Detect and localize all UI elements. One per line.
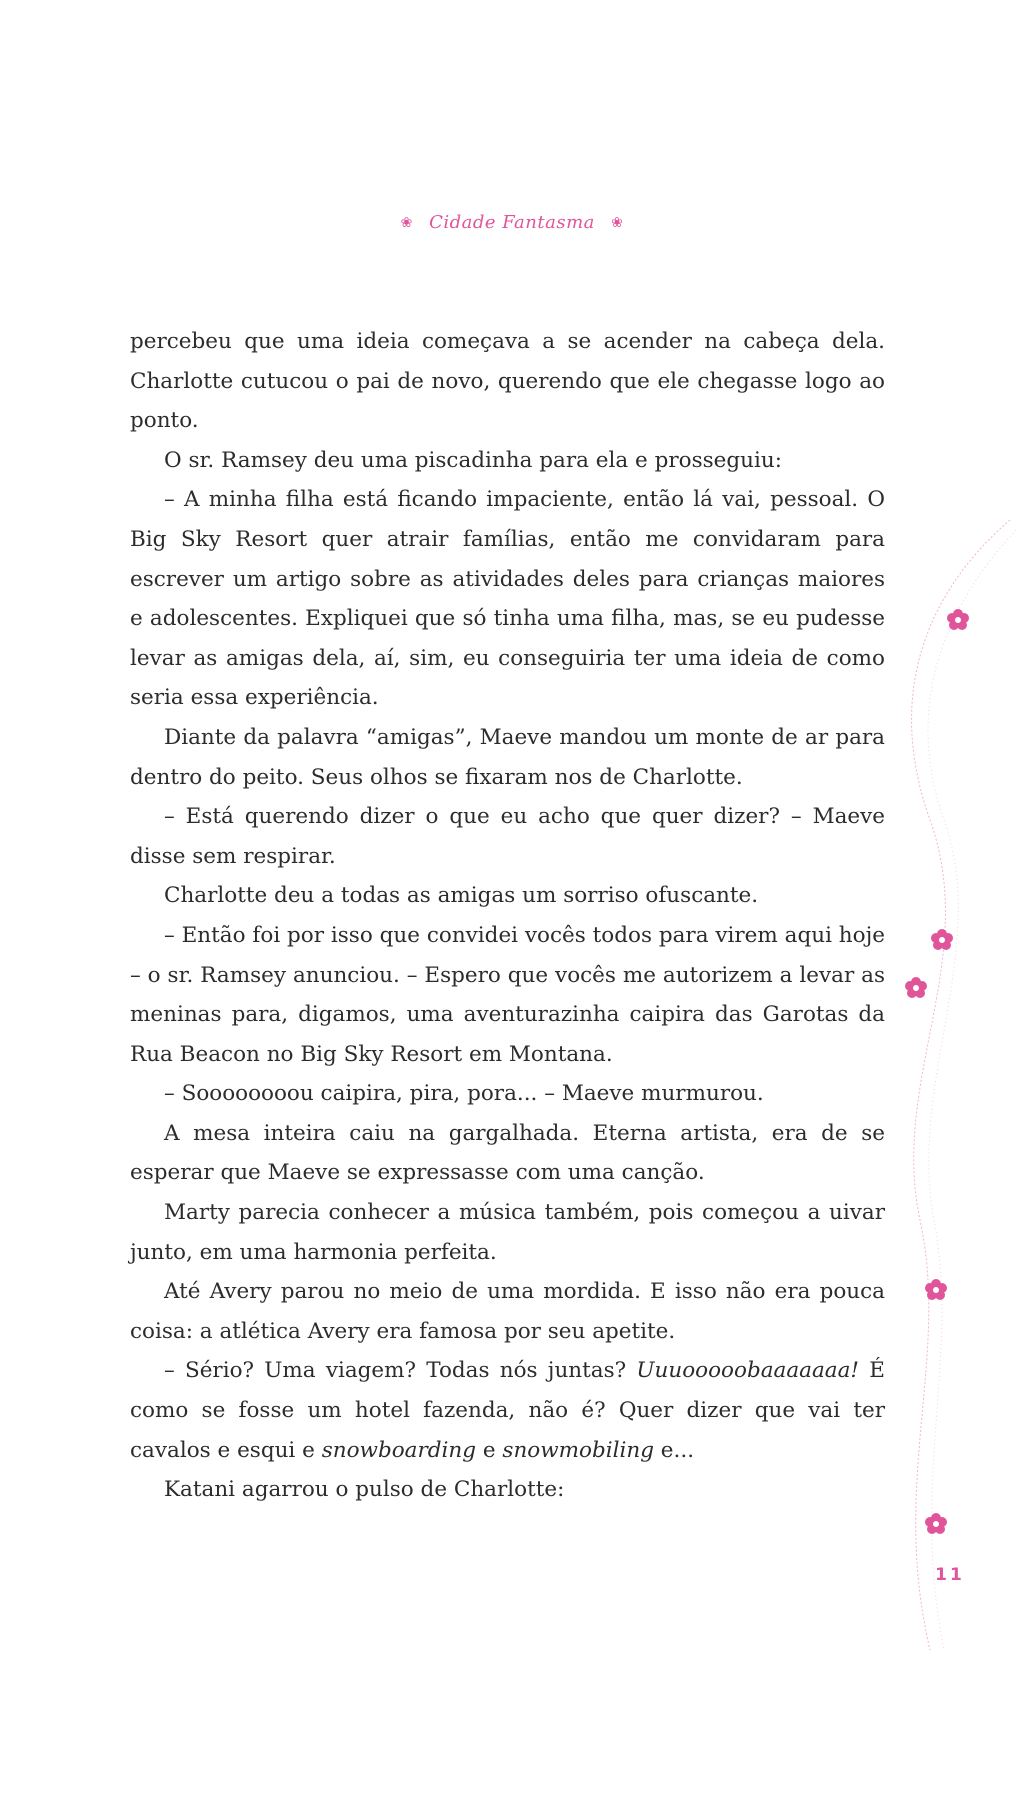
paragraph-text: e (476, 1437, 503, 1463)
paragraph (130, 876, 885, 916)
paragraph (130, 1074, 885, 1114)
paragraph-text: É como se fosse um hotel fazenda, não é? Quer dizer que vai ter cavalos e esqui e (130, 1358, 885, 1463)
paragraph-text: Katani agarrou o pulso de Charlotte: (164, 1477, 565, 1503)
italic-text: Uuuooooobaaaaaaa! (636, 1358, 860, 1384)
paragraph (130, 1351, 885, 1470)
italic-text: snowmobiling (502, 1437, 654, 1463)
paragraph (130, 1114, 885, 1193)
body-text (130, 322, 885, 1510)
running-header (0, 212, 1024, 233)
flower-icon (925, 1513, 947, 1534)
paragraph (130, 480, 885, 718)
flower-icon (905, 977, 927, 998)
paragraph-text: percebeu que uma ideia começava a se acender na cabeça dela. Charlotte cutucou o pai de novo, querendo que ele chegasse logo ao ponto. (130, 329, 885, 434)
paragraph-text: – Soooooooou caipira, pira, pora... – Maeve murmurou. (164, 1081, 764, 1107)
paragraph (130, 322, 885, 441)
ornament-right-icon: ❀ (611, 215, 624, 231)
paragraph (130, 916, 885, 1074)
paragraph (130, 797, 885, 876)
paragraph-text: – Sério? Uma viagem? Todas nós juntas? (164, 1358, 637, 1384)
ornament-left-icon: ❀ (400, 215, 413, 231)
flower-icon (931, 929, 953, 950)
paragraph-text: Charlotte deu a todas as amigas um sorriso ofuscante. (164, 883, 759, 909)
paragraph-text: e... (653, 1437, 695, 1463)
paragraph (130, 1272, 885, 1351)
flower-icon (947, 609, 969, 630)
paragraph (130, 1193, 885, 1272)
paragraph-text: – Então foi por isso que convidei vocês todos para virem aqui hoje – o sr. Ramsey anunciou. – Espero que vocês me autorizem a levar as meninas para, digamos, uma aventurazinha caipira das Garotas da Rua Beacon no Big Sky Resort em Montana. (130, 922, 885, 1067)
flower-icon (925, 1279, 947, 1300)
paragraph (130, 441, 885, 481)
paragraph-text: A mesa inteira caiu na gargalhada. Eterna artista, era de se esperar que Maeve se expressasse com uma canção. (130, 1120, 885, 1186)
paragraph (130, 1470, 885, 1510)
paragraph-text: Diante da palavra “amigas”, Maeve mandou um monte de ar para dentro do peito. Seus olhos se fixaram nos de Charlotte. (130, 724, 885, 790)
paragraph-text: Até Avery parou no meio de uma mordida. E isso não era pouca coisa: a atlética Avery era famosa por seu apetite. (130, 1279, 885, 1344)
paragraph-text: – Está querendo dizer o que eu acho que quer dizer? – Maeve disse sem respirar. (130, 804, 885, 869)
paragraph-text: Marty parecia conhecer a música também, pois começou a uivar junto, em uma harmonia perfeita. (130, 1200, 885, 1265)
italic-text: snowboarding (321, 1437, 476, 1463)
paragraph-text: – A minha filha está ficando impaciente, então lá vai, pessoal. O Big Sky Resort quer atrair famílias, então me convidaram para escrever um artigo sobre as atividades deles para crianças maiores e adolescentes. Expliquei que só tinha uma filha, mas, se eu pudesse levar as amigas dela, aí, sim, eu conseguiria ter uma ideia de como seria essa experiência. (130, 487, 885, 711)
flower-vine-decoration (900, 520, 1024, 1650)
paragraph-text: O sr. Ramsey deu uma piscadinha para ela e prosseguiu: (164, 447, 782, 473)
paragraph (130, 718, 885, 797)
running-header-title: Cidade Fantasma (429, 212, 595, 233)
page-number: 11 (935, 1565, 965, 1585)
